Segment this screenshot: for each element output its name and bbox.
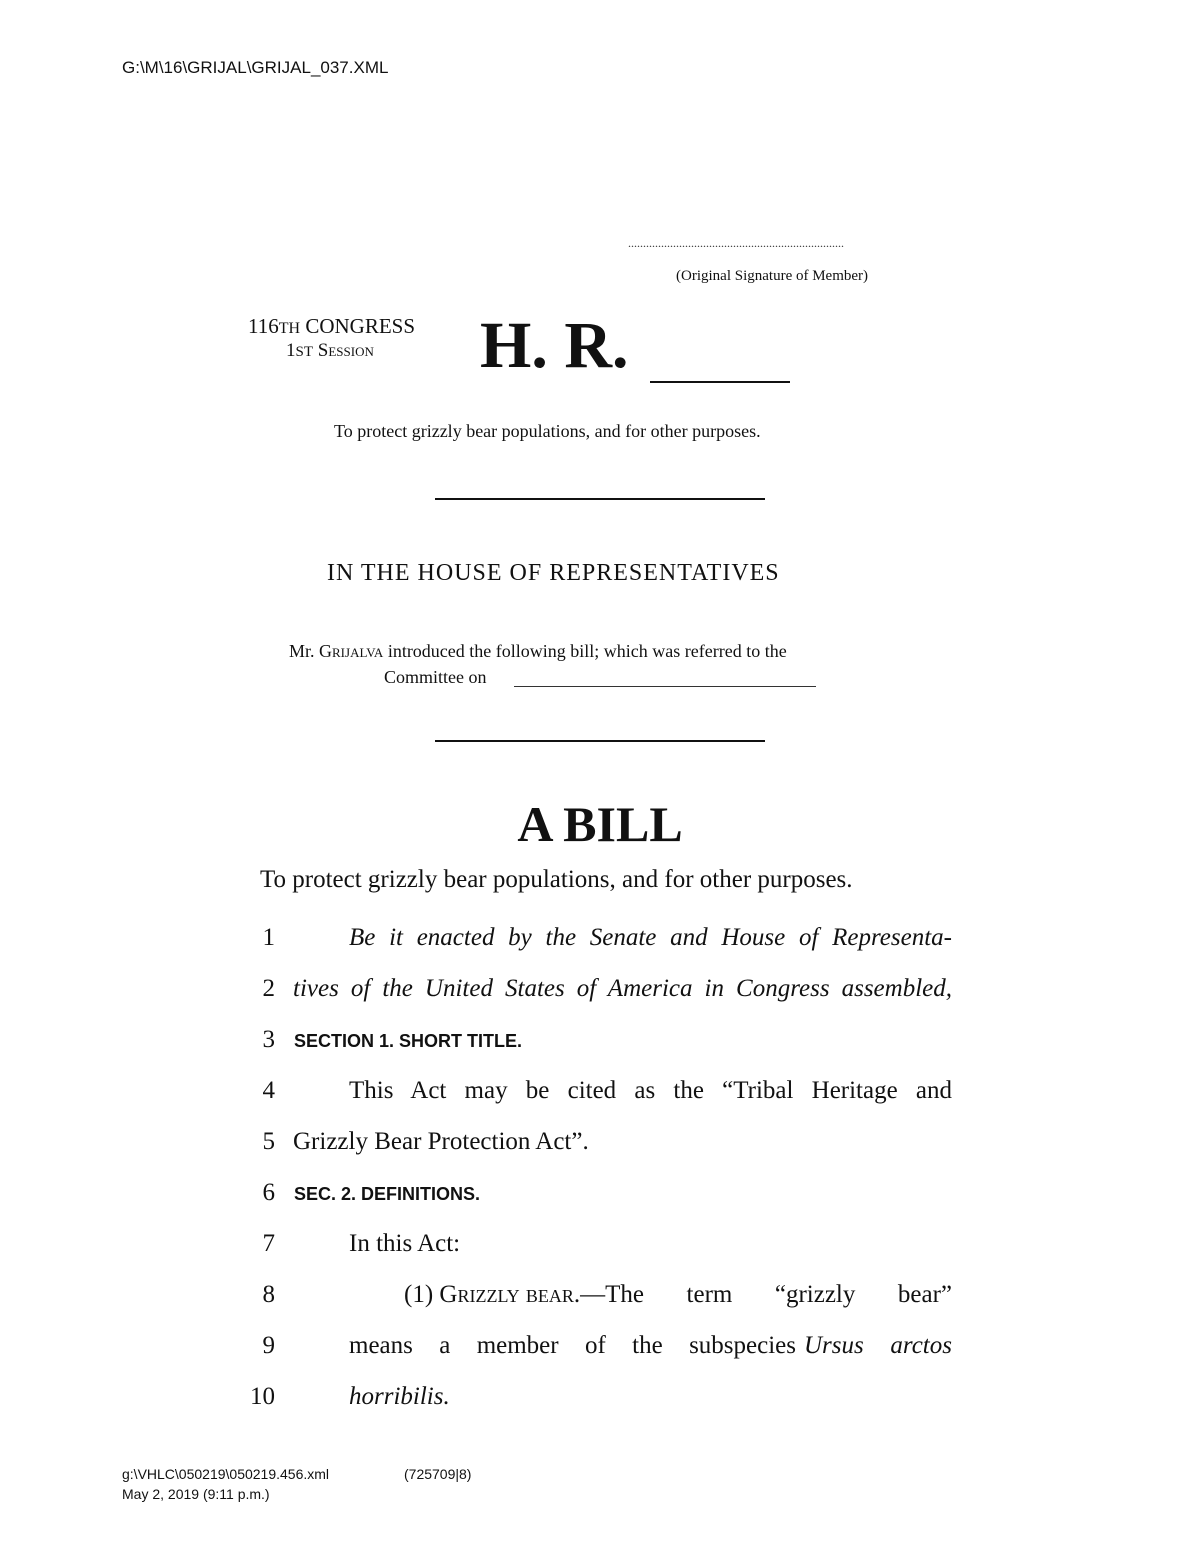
congress-number [248, 314, 415, 339]
intro-prefix: Mr. [289, 641, 320, 661]
line-number: 3 [262, 1026, 275, 1053]
defined-term: Grizzly bear [439, 1281, 574, 1308]
line-number: 5 [262, 1128, 275, 1155]
session-num: 1 [286, 340, 296, 361]
bill-line: Grizzly Bear Protection Act”. [293, 1128, 589, 1155]
line-number: 2 [262, 975, 275, 1002]
session-label: Session [313, 340, 374, 361]
congress-suffix: TH [278, 320, 301, 337]
file-path: G:\M\16\GRIJAL\GRIJAL_037.XML [122, 58, 389, 77]
divider [435, 498, 765, 500]
definition-text: .—The term “grizzly bear” [573, 1281, 952, 1308]
line-number: 10 [250, 1383, 275, 1410]
definition-line [404, 1281, 952, 1309]
bill-line [349, 1332, 952, 1360]
paragraph-number: (1) [404, 1281, 440, 1308]
species-name: Ursus arctos [804, 1332, 952, 1359]
line-number: 8 [262, 1281, 275, 1308]
enacting-clause: Be it enacted by the Senate and House of Representa- [349, 924, 952, 951]
bill-number: H. R. [480, 309, 629, 382]
sponsor: Grijalva [319, 641, 384, 661]
signature-label: (Original Signature of Member) [676, 268, 869, 284]
intro-text: introduced the following bill; which was referred to the [383, 641, 787, 661]
line-number: 9 [262, 1332, 275, 1359]
bill-title: A BILL [517, 796, 683, 852]
introduction [289, 641, 787, 662]
committee-blank [514, 686, 816, 687]
enacting-clause: tives of the United States of America in Congress assembled, [293, 975, 952, 1002]
bill-text-segment: means a member of the subspecies [349, 1332, 796, 1359]
bill-number-blank [650, 381, 790, 383]
species-name: horribilis. [349, 1383, 450, 1410]
divider [435, 740, 765, 742]
bill-line: In this Act: [349, 1230, 461, 1257]
line-number: 6 [262, 1179, 275, 1206]
short-purpose: To protect grizzly bear populations, and for other purposes. [334, 421, 761, 441]
line-number: 7 [262, 1230, 275, 1257]
line-number: 1 [262, 924, 275, 951]
session-suffix: ST [295, 344, 314, 360]
signature-line: ........................................................................ [628, 236, 844, 250]
bill-line: This Act may be cited as the “Tribal Heritage and [349, 1077, 952, 1104]
footer-date: May 2, 2019 (9:11 p.m.) [122, 1486, 270, 1502]
congress-label: CONGRESS [300, 314, 416, 338]
chamber: IN THE HOUSE OF REPRESENTATIVES [327, 560, 780, 586]
line-number: 4 [262, 1077, 275, 1104]
long-purpose: To protect grizzly bear populations, and for other purposes. [260, 866, 853, 893]
footer-code: (725709|8) [404, 1466, 472, 1482]
section-heading: SECTION 1. SHORT TITLE. [294, 1031, 523, 1051]
section-heading: SEC. 2. DEFINITIONS. [294, 1184, 481, 1204]
footer-path: g:\VHLC\050219\050219.456.xml [122, 1466, 330, 1482]
committee-line: Committee on [384, 667, 487, 687]
session [286, 340, 374, 362]
congress-num: 116 [248, 314, 279, 338]
